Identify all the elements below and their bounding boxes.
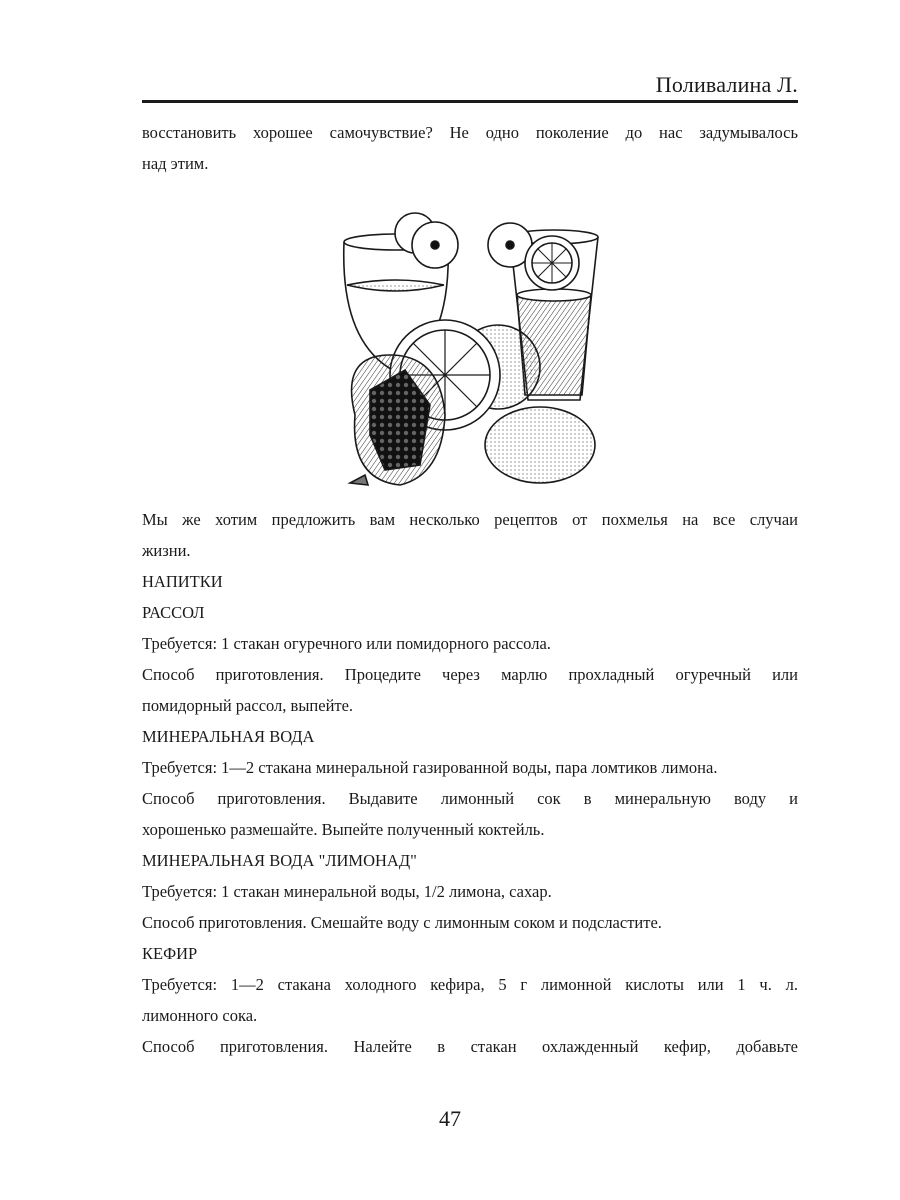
header-rule bbox=[142, 100, 798, 103]
lead-paragraph bbox=[142, 504, 798, 1062]
text-line: восстановить хорошее самочувствие? Не одно поколение до нас задумывалось bbox=[142, 123, 798, 142]
drinks-and-fruit-illustration bbox=[330, 205, 610, 500]
recipe-method: помидорный рассол, выпейте. bbox=[142, 696, 354, 715]
recipe-requires: Требуется: 1—2 стакана минеральной газированной воды, пара ломтиков лимона. bbox=[142, 758, 718, 777]
text-line: жизни. bbox=[142, 541, 191, 560]
recipe-requires: Требуется: 1—2 стакана холодного кефира, 5 г лимонной кислоты или 1 ч. л. bbox=[142, 975, 798, 994]
page-number: 47 bbox=[439, 1106, 461, 1131]
recipe-requires: лимонного сока. bbox=[142, 1006, 258, 1025]
recipe-title: МИНЕРАЛЬНАЯ ВОДА bbox=[142, 727, 315, 746]
running-header-author: Поливалина Л. bbox=[655, 72, 798, 97]
recipe-title: РАССОЛ bbox=[142, 603, 205, 622]
intro-paragraph bbox=[142, 117, 798, 179]
recipe-method: Способ приготовления. Процедите через марлю прохладный огуречный или bbox=[142, 665, 798, 684]
recipe-requires: Требуется: 1 стакан огуречного или помидорного рассола. bbox=[142, 634, 551, 653]
recipe-method: хорошенько размешайте. Выпейте полученный коктейль. bbox=[142, 820, 545, 839]
text-line: Мы же хотим предложить вам несколько рецептов от похмелья на все случаи bbox=[142, 510, 798, 529]
recipe-title: КЕФИР bbox=[142, 944, 198, 963]
recipe-method: Способ приготовления. Смешайте воду с лимонным соком и подсластите. bbox=[142, 913, 662, 932]
section-title: НАПИТКИ bbox=[142, 572, 223, 591]
recipe-method: Способ приготовления. Выдавите лимонный сок в минеральную воду и bbox=[142, 789, 798, 808]
recipe-title: МИНЕРАЛЬНАЯ ВОДА "ЛИМОНАД" bbox=[142, 851, 417, 870]
recipe-requires: Требуется: 1 стакан минеральной воды, 1/2 лимона, сахар. bbox=[142, 882, 552, 901]
recipe-method: Способ приготовления. Налейте в стакан охлажденный кефир, добавьте bbox=[142, 1037, 798, 1056]
text-line: над этим. bbox=[142, 154, 209, 173]
